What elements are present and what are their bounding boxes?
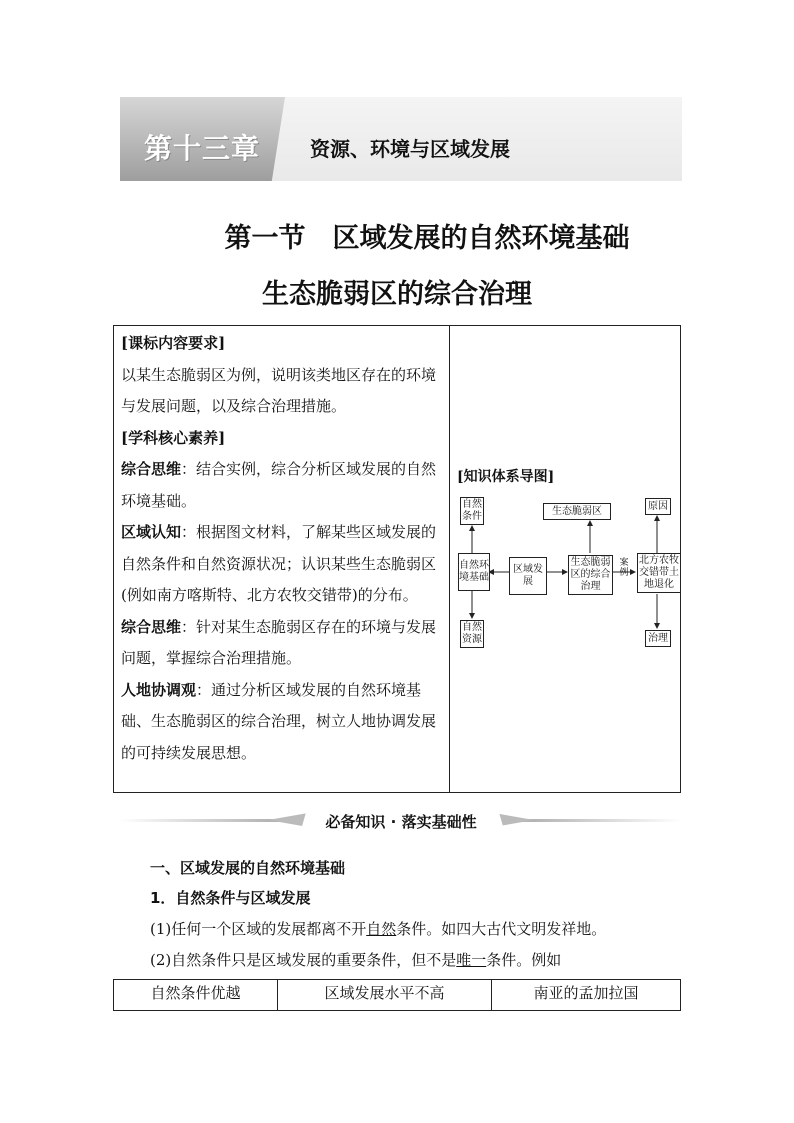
literacy-item bbox=[121, 612, 443, 675]
p2-text: (2)自然条件只是区域发展的重要条件，但不是 bbox=[150, 951, 457, 969]
node-north-degradation: 北方农牧交错带土地退化 bbox=[637, 553, 681, 593]
paragraph-1 bbox=[150, 918, 606, 939]
section-divider bbox=[120, 805, 682, 835]
standard-heading: [课标内容要求] bbox=[121, 334, 226, 352]
node-governance: 治理 bbox=[645, 630, 671, 647]
literacy-text: ：根据图文材料，了解某些区域发展的自然条件和自然资源状况；认识某些生态脆弱区(例如南方喀斯特、北方农牧交错带)的分布。 bbox=[121, 523, 437, 604]
node-natural-environment-base: 自然环境基础 bbox=[458, 553, 490, 591]
standard-text: 以某生态脆弱区为例，说明该类地区存在的环境与发展问题，以及综合治理措施。 bbox=[121, 365, 437, 415]
requirements-table bbox=[113, 325, 681, 793]
node-regional-development: 区域发展 bbox=[509, 557, 547, 595]
heading-2: 1．自然条件与区域发展 bbox=[150, 889, 311, 907]
literacy-text: ：针对某生态脆弱区存在的环境与发展问题，掌握综合治理措施。 bbox=[121, 617, 437, 667]
literacy-label: 区域认知 bbox=[121, 523, 182, 541]
p1-text-end: 条件。如四大古代文明发祥地。 bbox=[396, 920, 607, 938]
divider-text: 必备知识 · 落实基础性 bbox=[325, 813, 477, 831]
heading-1: 一、区域发展的自然环境基础 bbox=[150, 859, 346, 877]
section-title: 第一节 区域发展的自然环境基础 bbox=[224, 223, 630, 254]
chapter-banner bbox=[120, 97, 682, 181]
chapter-title: 资源、环境与区域发展 bbox=[310, 137, 510, 161]
node-causes: 原因 bbox=[645, 498, 671, 515]
literacy-item bbox=[121, 517, 443, 612]
node-fragile-zone: 生态脆弱区 bbox=[543, 503, 611, 520]
knowledge-map-title: [知识体系导图] bbox=[457, 469, 555, 485]
requirements-column bbox=[114, 326, 450, 792]
example-cell: 自然条件优越 bbox=[114, 980, 278, 1010]
example-table bbox=[113, 979, 681, 1011]
literacy-text: ：通过分析区域发展的自然环境基础、生态脆弱区的综合治理，树立人地协调发展的可持续发展思想。 bbox=[121, 680, 437, 762]
section-subtitle: 生态脆弱区的综合治理 bbox=[262, 279, 532, 310]
literacy-label: 人地协调观 bbox=[121, 680, 197, 699]
case-label: 案例 bbox=[619, 558, 629, 578]
p2-blank: 唯一 bbox=[456, 951, 487, 969]
chapter-number: 第十三章 bbox=[144, 132, 261, 165]
example-cell: 区域发展水平不高 bbox=[278, 980, 492, 1010]
p1-text: (1)任何一个区域的发展都离不开 bbox=[150, 920, 367, 938]
literacy-text: ：结合实例，综合分析区域发展的自然环境基础。 bbox=[121, 460, 437, 510]
literacy-heading: [学科核心素养] bbox=[121, 428, 226, 447]
literacy-item bbox=[121, 675, 443, 770]
node-natural-resources: 自然资源 bbox=[460, 620, 484, 648]
node-fragile-zone-governance: 生态脆弱区的综合治理 bbox=[568, 555, 613, 595]
paragraph-2 bbox=[150, 949, 561, 970]
literacy-label: 综合思维 bbox=[121, 460, 182, 478]
p2-text-end: 条件。例如 bbox=[486, 951, 562, 969]
p1-blank: 自然 bbox=[366, 920, 397, 938]
literacy-label: 综合思维 bbox=[121, 617, 182, 636]
literacy-item bbox=[121, 454, 443, 517]
example-cell: 南亚的孟加拉国 bbox=[533, 984, 639, 1002]
knowledge-map-column bbox=[450, 326, 680, 792]
node-natural-conditions: 自然条件 bbox=[460, 497, 484, 525]
